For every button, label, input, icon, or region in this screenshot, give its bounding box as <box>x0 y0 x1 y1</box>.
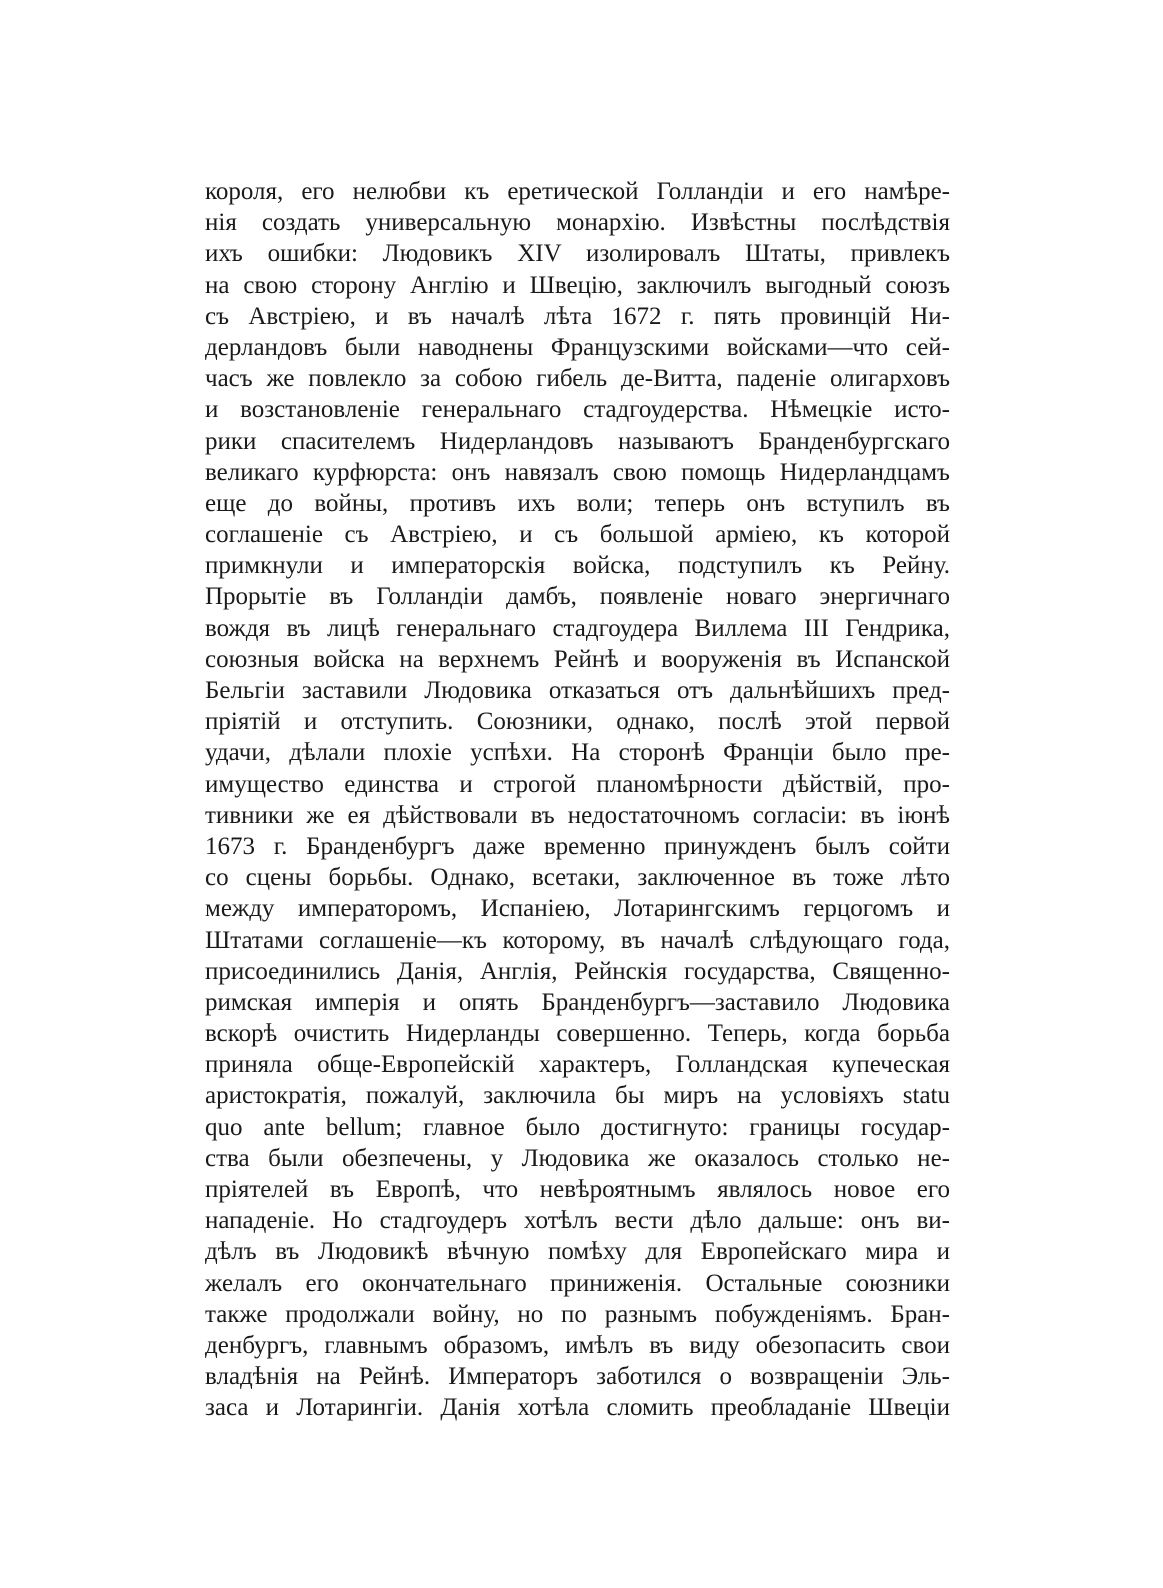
text-line: нія создать универсальную монархію. Извѣстны послѣдствія <box>205 209 950 237</box>
body-text <box>205 176 950 1424</box>
text-line: союзныя войска на верхнемъ Рейнѣ и вооруженія въ Испанской <box>205 645 950 673</box>
text-line: Штатами соглашеніе—къ которому, въ началѣ слѣдующаго года, <box>205 926 950 954</box>
text-line: также продолжали войну, но по разнымъ побужденіямъ. Бран- <box>205 1300 950 1328</box>
text-line: Прорытіе въ Голландіи дамбъ, появленіе новаго энергичнаго <box>205 583 950 611</box>
text-line: аристократія, пожалуй, заключила бы миръ на условіяхъ statu <box>205 1082 950 1110</box>
text-line: дерландовъ были наводнены Французскими войсками—что сей- <box>205 333 950 361</box>
text-line: владѣнія на Рейнѣ. Императоръ заботился о возвращеніи Эль- <box>205 1363 950 1391</box>
text-line: еще до войны, противъ ихъ воли; теперь онъ вступилъ въ <box>205 489 950 517</box>
text-line: великаго курфюрста: онъ навязалъ свою помощь Нидерландцамъ <box>205 458 950 486</box>
text-line: на свою сторону Англію и Швецію, заключилъ выгодный союзъ <box>205 271 950 299</box>
text-line: денбургъ, главнымъ образомъ, имѣлъ въ виду обезопасить свои <box>205 1331 950 1359</box>
text-line: тивники же ея дѣйствовали въ недостаточномъ согласіи: въ іюнѣ <box>205 801 950 829</box>
text-line: рики спасителемъ Нидерландовъ называютъ Бранденбургскаго <box>205 427 950 455</box>
text-line: желалъ его окончательнаго приниженія. Остальные союзники <box>205 1269 950 1297</box>
text-line: нападеніе. Но стадгоудеръ хотѣлъ вести дѣло дальше: онъ ви- <box>205 1207 950 1235</box>
text-line: ства были обезпечены, у Людовика же оказалось столько не- <box>205 1144 950 1172</box>
text-line: имущество единства и строгой планомѣрности дѣйствій, про- <box>205 770 950 798</box>
text-line: со сцены борьбы. Однако, всетаки, заключенное въ тоже лѣто <box>205 864 950 892</box>
text-line: дѣлъ въ Людовикѣ вѣчную помѣху для Европейскаго мира и <box>205 1238 950 1266</box>
text-line: вскорѣ очистить Нидерланды совершенно. Теперь, когда борьба <box>205 1020 950 1048</box>
text-line: примкнули и императорскія войска, подступилъ къ Рейну. <box>205 552 950 580</box>
text-line: ихъ ошибки: Людовикъ XIV изолировалъ Штаты, привлекъ <box>205 240 950 268</box>
text-line: приняла обще-Европейскій характеръ, Голландская купеческая <box>205 1051 950 1079</box>
text-line: пріятій и отступить. Союзники, однако, послѣ этой первой <box>205 708 950 736</box>
text-line: римская имперія и опять Бранденбургъ—заставило Людовика <box>205 988 950 1016</box>
text-line: вождя въ лицѣ генеральнаго стадгоудера Виллема III Гендрика, <box>205 614 950 642</box>
text-line: между императоромъ, Испаніею, Лотарингскимъ герцогомъ и <box>205 895 950 923</box>
text-line: соглашеніе съ Австріею, и съ большой арміею, къ которой <box>205 521 950 549</box>
text-line: и возстановленіе генеральнаго стадгоудерства. Нѣмецкіе исто- <box>205 396 950 424</box>
text-line: присоединились Данія, Англія, Рейнскія государства, Священно- <box>205 957 950 985</box>
text-line: удачи, дѣлали плохіе успѣхи. На сторонѣ Франціи было пре- <box>205 739 950 767</box>
text-line: часъ же повлекло за собою гибель де-Витта, паденіе олигарховъ <box>205 365 950 393</box>
text-line: 1673 г. Бранденбургъ даже временно принужденъ былъ сойти <box>205 832 950 860</box>
text-line: съ Австріею, и въ началѣ лѣта 1672 г. пять провинцій Ни- <box>205 302 950 330</box>
text-line: пріятелей въ Европѣ, что невѣроятнымъ являлось новое его <box>205 1176 950 1203</box>
text-line: короля, его нелюбви къ еретической Голландіи и его намѣре- <box>205 178 950 205</box>
text-line: Бельгіи заставили Людовика отказаться отъ дальнѣйшихъ пред- <box>205 677 950 704</box>
text-line: quo ante bellum; главное было достигнуто: границы государ- <box>205 1113 950 1141</box>
text-line: заса и Лотарингіи. Данія хотѣла сломить преобладаніе Швеціи <box>205 1394 950 1422</box>
